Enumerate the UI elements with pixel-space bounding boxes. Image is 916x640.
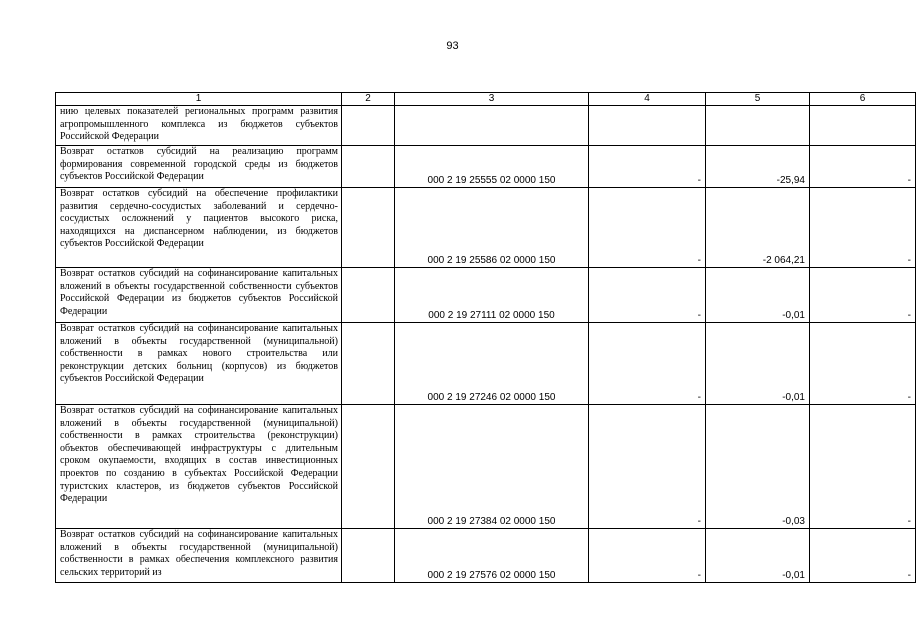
row-description: нию целевых показателей региональных программ развития агропромышленного комплекса из бюджетов субъектов Российской Федерации xyxy=(56,106,342,146)
row-col4 xyxy=(589,106,706,146)
table-row xyxy=(56,405,916,529)
row-col6: - xyxy=(810,323,916,405)
row-col6: - xyxy=(810,268,916,323)
row-col5: -0,03 xyxy=(706,405,810,529)
row-col4: - xyxy=(589,405,706,529)
row-col2 xyxy=(342,106,395,146)
row-description: Возврат остатков субсидий на софинансирование капитальных вложений в объекты государственной (муниципальной) собственности в рамках нового строительства или реконструкции детских больниц (корпусов) из бюджетов субъектов Российской Федерации xyxy=(56,323,342,405)
col-header: 2 xyxy=(342,93,395,106)
table-row xyxy=(56,323,916,405)
table-row xyxy=(56,268,916,323)
row-col6: - xyxy=(810,146,916,188)
row-col2 xyxy=(342,405,395,529)
row-col4: - xyxy=(589,146,706,188)
row-description: Возврат остатков субсидий на софинансирование капитальных вложений в объекты государственной собственности субъектов Российской Федерации из бюджетов субъектов Российской Федерации xyxy=(56,268,342,323)
row-col2 xyxy=(342,268,395,323)
page-number: 93 xyxy=(446,40,459,52)
col-header: 6 xyxy=(810,93,916,106)
row-code: 000 2 19 27576 02 0000 150 xyxy=(395,529,589,583)
col-header: 3 xyxy=(395,93,589,106)
row-col5: -0,01 xyxy=(706,529,810,583)
row-col4: - xyxy=(589,323,706,405)
row-description: Возврат остатков субсидий на софинансирование капитальных вложений в объекты государственной (муниципальной) собственности в рамках обеспечения комплексного развития сельских территорий из xyxy=(56,529,342,583)
col-header: 5 xyxy=(706,93,810,106)
budget-table xyxy=(55,92,916,583)
header-row xyxy=(56,93,916,106)
table-row xyxy=(56,106,916,146)
table-row xyxy=(56,188,916,268)
row-col5: -0,01 xyxy=(706,268,810,323)
row-description: Возврат остатков субсидий на обеспечение профилактики развития сердечно-сосудистых заболеваний и сердечно-сосудистых осложнений у пациентов высокого риска, находящихся на диспансерном наблюдении, из бюджетов субъектов Российской Федерации xyxy=(56,188,342,268)
row-code: 000 2 19 27384 02 0000 150 xyxy=(395,405,589,529)
row-col5 xyxy=(706,106,810,146)
row-col6: - xyxy=(810,405,916,529)
row-description: Возврат остатков субсидий на софинансирование капитальных вложений в объекты государственной (муниципальной) собственности в рамках строительства (реконструкции) объектов обеспечивающей инфраструктуры с длительным сроком окупаемости, входящих в состав инвестиционных проектов по созданию в субъектах Российской Федерации туристских кластеров, из бюджетов субъектов Российской Федерации xyxy=(56,405,342,529)
row-col5: -2 064,21 xyxy=(706,188,810,268)
row-col4: - xyxy=(589,188,706,268)
row-col5: -25,94 xyxy=(706,146,810,188)
row-col6 xyxy=(810,106,916,146)
table-row xyxy=(56,146,916,188)
table-row xyxy=(56,529,916,583)
row-col2 xyxy=(342,529,395,583)
row-col4: - xyxy=(589,268,706,323)
row-code: 000 2 19 27111 02 0000 150 xyxy=(395,268,589,323)
col-header: 4 xyxy=(589,93,706,106)
row-code: 000 2 19 25555 02 0000 150 xyxy=(395,146,589,188)
row-col2 xyxy=(342,188,395,268)
row-code: 000 2 19 25586 02 0000 150 xyxy=(395,188,589,268)
row-code: 000 2 19 27246 02 0000 150 xyxy=(395,323,589,405)
row-code xyxy=(395,106,589,146)
row-col2 xyxy=(342,323,395,405)
row-col2 xyxy=(342,146,395,188)
row-col5: -0,01 xyxy=(706,323,810,405)
col-header: 1 xyxy=(56,93,342,106)
row-col6: - xyxy=(810,529,916,583)
row-col6: - xyxy=(810,188,916,268)
row-col4: - xyxy=(589,529,706,583)
row-description: Возврат остатков субсидий на реализацию программ формирования современной городской среды из бюджетов субъектов Российской Федерации xyxy=(56,146,342,188)
